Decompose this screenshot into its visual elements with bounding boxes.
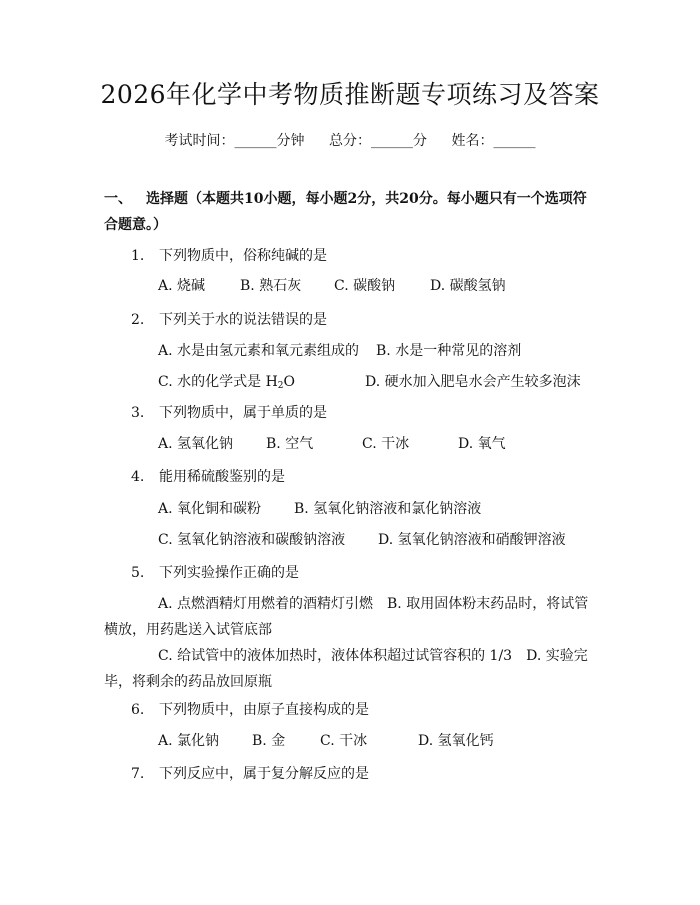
question-1	[131, 246, 327, 266]
option-d: D. 氢氧化钠溶液和硝酸钾溶液	[378, 532, 566, 548]
question-3-options	[158, 434, 506, 454]
question-stem: 能用稀硫酸鉴别的是	[159, 469, 285, 485]
question-1-options	[158, 276, 506, 296]
question-2-options-cd	[158, 372, 581, 396]
question-number: 6.	[131, 702, 145, 718]
option-d: D. 硬水加入肥皂水会产生较多泡沫	[365, 374, 581, 390]
question-4	[131, 467, 285, 487]
option-a: A. 水是由氢元素和氧元素组成的	[158, 343, 360, 359]
option-c: C. 干冰	[320, 733, 368, 749]
option-c: C. 干冰	[362, 436, 410, 452]
section-number: 一、	[104, 191, 132, 207]
option-a: A. 氧化铜和碳粉	[158, 501, 262, 517]
question-number: 5.	[131, 565, 145, 581]
question-stem: 下列物质中，由原子直接构成的是	[159, 702, 369, 718]
option-b: B. 水是一种常见的溶剂	[376, 343, 522, 359]
question-6	[131, 700, 369, 720]
question-3	[131, 403, 327, 423]
option-a: A. 氢氧化钠	[158, 436, 234, 452]
question-stem: 下列实验操作正确的是	[159, 565, 299, 581]
question-2	[131, 310, 327, 330]
question-2-options-ab	[158, 341, 521, 361]
option-d: D. 氧气	[458, 436, 506, 452]
question-number: 3.	[131, 405, 145, 421]
question-5	[131, 563, 299, 583]
question-stem: 下列物质中，属于单质的是	[159, 405, 327, 421]
question-7	[131, 764, 369, 784]
option-b: B. 空气	[266, 436, 314, 452]
option-b: B. 氢氧化钠溶液和氯化钠溶液	[294, 501, 482, 517]
question-stem: 下列物质中，俗称纯碱的是	[159, 248, 327, 264]
option-c: C. 碳酸钠	[334, 278, 396, 294]
section-heading	[104, 186, 600, 238]
option-c	[158, 372, 365, 396]
option-d: D. 碳酸氢钠	[430, 278, 506, 294]
question-5-options-cd: C. 给试管中的液体加热时，液体体积超过试管容积的 1/3 D. 实验完毕，将剩余的药品放回原瓶	[104, 648, 588, 690]
question-number: 4.	[131, 469, 145, 485]
option-c-text-end: O	[283, 374, 295, 390]
option-c-subscript: 2	[277, 381, 284, 391]
option-c-text: C. 水的化学式是 H	[158, 374, 278, 390]
option-b: B. 金	[252, 733, 286, 749]
question-4-options-cd	[158, 530, 566, 550]
option-a: A. 氯化钠	[158, 733, 220, 749]
question-4-options-ab	[158, 499, 481, 519]
question-stem: 下列关于水的说法错误的是	[159, 312, 327, 328]
question-stem: 下列反应中，属于复分解反应的是	[159, 766, 369, 782]
section-instructions: 选择题（本题共10小题，每小题2分，共20分。每小题只有一个选项符合题意。）	[104, 191, 587, 233]
document-title: 2026年化学中考物质推断题专项练习及答案	[100, 80, 600, 109]
question-number: 7.	[131, 766, 145, 782]
total-score-field: 总分：______分	[329, 133, 427, 149]
option-c: C. 氢氧化钠溶液和碳酸钠溶液	[158, 532, 346, 548]
question-number: 2.	[131, 312, 145, 328]
question-5-options-ab: A. 点燃酒精灯用燃着的酒精灯引燃 B. 取用固体粉末药品时，将试管横放，用药匙送入试管底部	[104, 596, 589, 638]
student-name-field: 姓名：______	[451, 133, 536, 149]
question-6-options	[158, 731, 494, 751]
exam-info	[0, 131, 700, 151]
question-number: 1.	[131, 248, 145, 264]
option-b: B. 熟石灰	[240, 278, 302, 294]
option-d: D. 氢氧化钙	[418, 733, 494, 749]
option-a: A. 烧碱	[158, 278, 206, 294]
exam-time-field: 考试时间：______分钟	[164, 133, 305, 149]
